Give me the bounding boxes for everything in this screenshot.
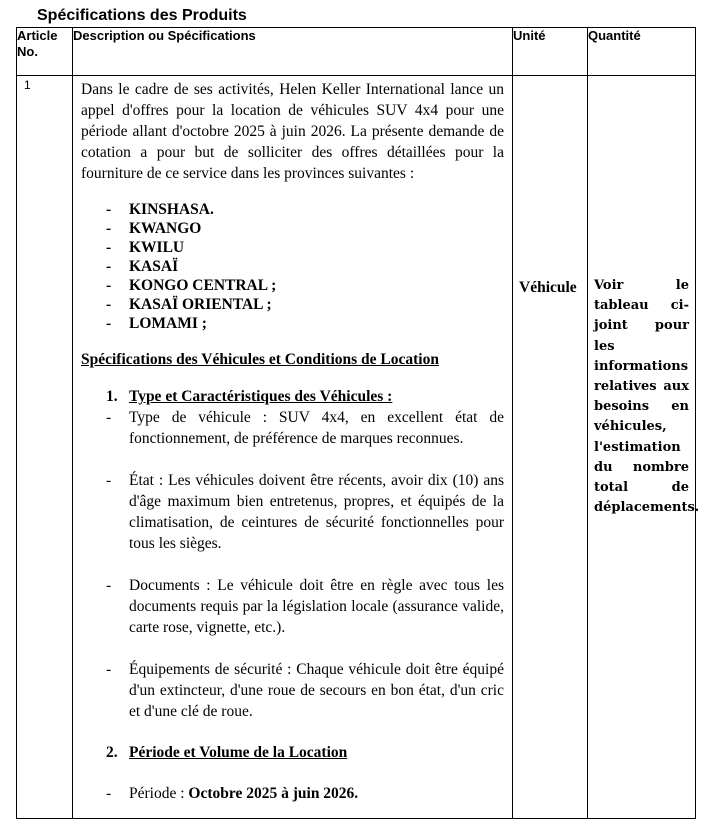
list-item: - Équipements de sécurité : Chaque véhicule doit être équipé d'un extincteur, d'une roue de secours en bon état, d'un cric et d'une clé de roue. (81, 659, 504, 722)
description-cell (73, 76, 513, 819)
table-header-row (17, 28, 696, 76)
unit-cell: Véhicule (513, 76, 588, 819)
vehicle-spec-list (81, 407, 504, 722)
period-value: Octobre 2025 à juin 2026. (188, 785, 359, 802)
list-item: - Documents : Le véhicule doit être en règle avec tous les documents requis par la législation locale (assurance valide, carte rose, vignette, etc.). (81, 575, 504, 638)
header-description: Description ou Spécifications (73, 28, 513, 76)
list-item: - LOMAMI ; (81, 314, 504, 333)
list-item: - KASAÏ (81, 257, 504, 276)
list-item: - KASAÏ ORIENTAL ; (81, 295, 504, 314)
list-item: - KINSHASA. (81, 200, 504, 219)
article-number: 1 (17, 76, 73, 819)
section-title: Spécifications des Véhicules et Conditions de Location (81, 351, 439, 368)
intro-paragraph: Dans le cadre de ses activités, Helen Keller International lance un appel d'offres pour la location de véhicules SUV 4x4 pour une période allant d'octobre 2025 à juin 2026. La présente demande de cotation a pour but de solliciter des offres détaillées pour la fourniture de ce service dans les provinces suivantes : (81, 81, 504, 182)
subsection-title: Période et Volume de la Location (129, 744, 348, 761)
list-item (81, 783, 504, 804)
quantity-cell: Voir le tableau ci-joint pour les informations relatives aux besoins en véhicules, l'estimation du nombre total de déplacements. (588, 76, 696, 819)
province-list (81, 200, 504, 333)
header-unit: Unité (513, 28, 588, 76)
table-row (17, 76, 696, 819)
list-item: - KWILU (81, 238, 504, 257)
list-item: - Type de véhicule : SUV 4x4, en excellent état de fonctionnement, de préférence de marques reconnues. (81, 407, 504, 449)
header-quantity: Quantité (588, 28, 696, 76)
list-item: - KWANGO (81, 219, 504, 238)
page-title: Spécifications des Produits (37, 7, 247, 24)
subsection-heading-1 (81, 386, 504, 407)
list-item: - KONGO CENTRAL ; (81, 276, 504, 295)
list-item: - État : Les véhicules doivent être récents, avoir dix (10) ans d'âge maximum bien entretenus, propres, et équipés de la climatisation, de ceintures de sécurité fonctionnelles pour tous les sièges. (81, 470, 504, 554)
header-article: Article No. (17, 28, 73, 76)
subsection-title: Type et Caractéristiques des Véhicules : (129, 388, 393, 405)
subsection-number: 1. (106, 388, 118, 405)
subsection-number: 2. (106, 744, 118, 761)
specifications-table (16, 27, 700, 819)
period-label: Période : (129, 785, 189, 802)
subsection-heading-2 (81, 742, 504, 763)
period-list (81, 783, 504, 804)
